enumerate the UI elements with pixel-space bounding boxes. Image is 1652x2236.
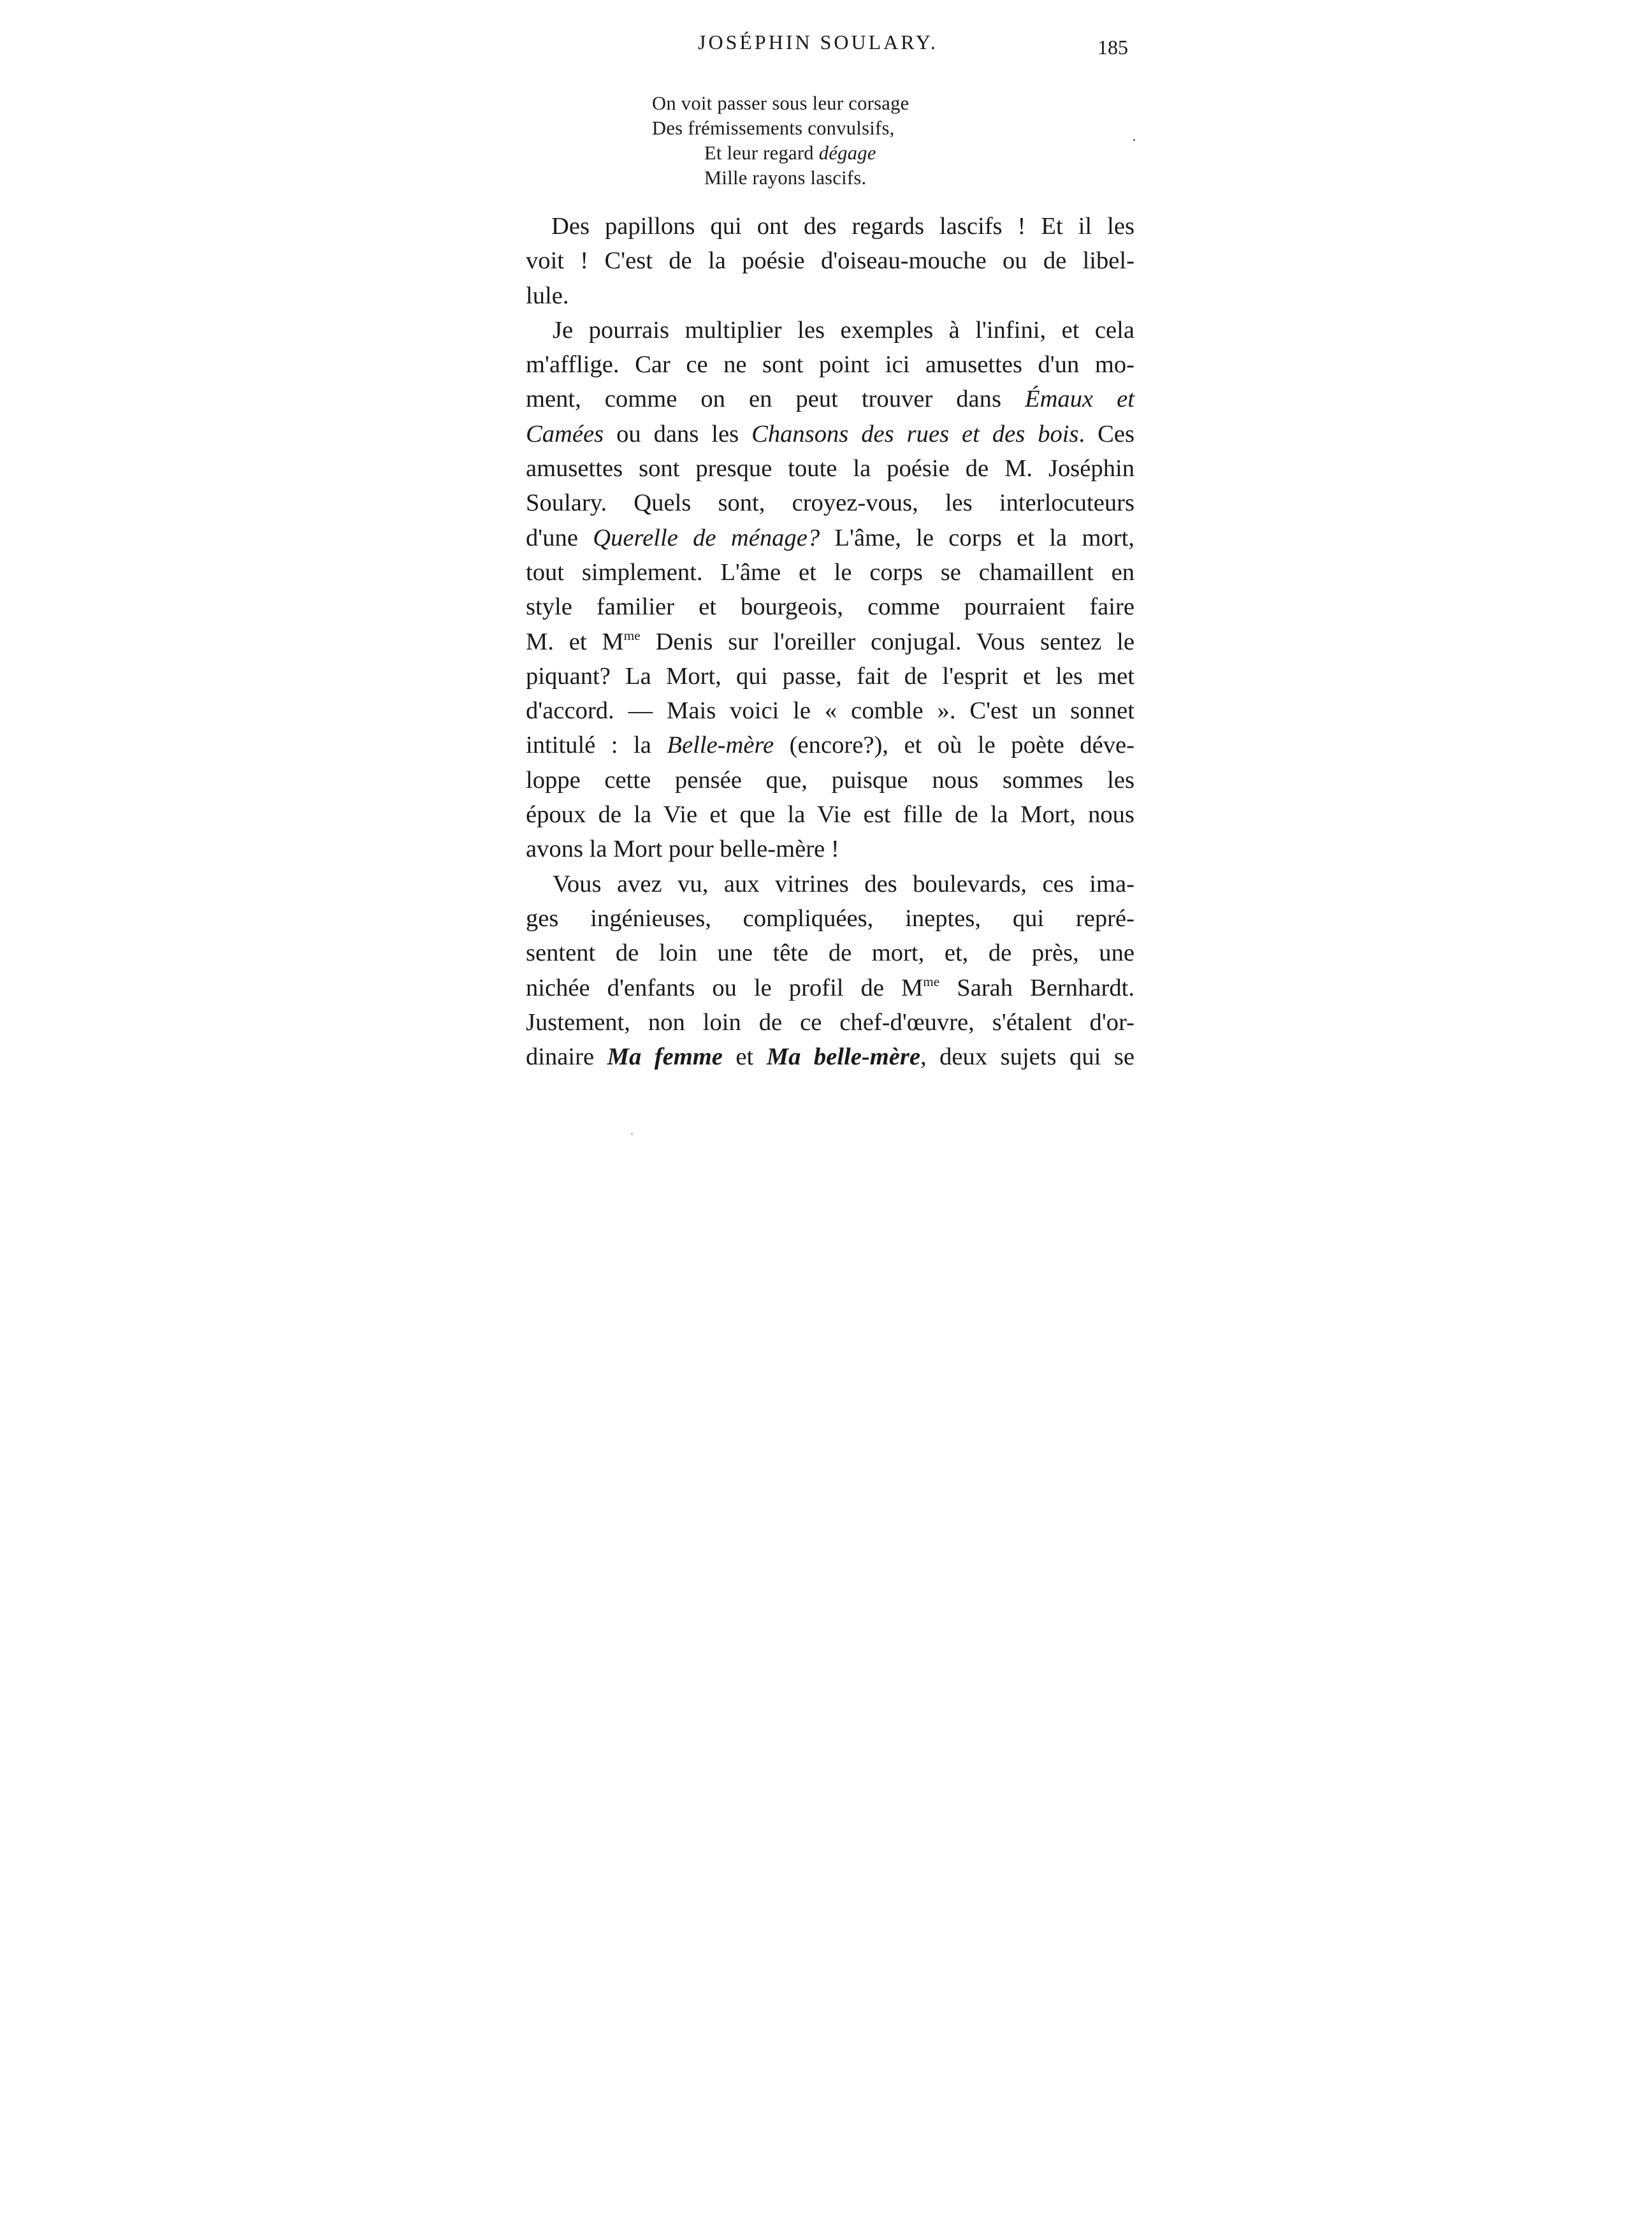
text-line [526,1040,1134,1074]
text-line: lule. [526,282,569,309]
text-line [526,971,1134,1005]
text-run: L'âme, le corps et la mort, [820,524,1135,551]
text-run: ment, comme on en peut trouver dans [526,386,1025,413]
text-line: Je pourrais multiplier les exemples à l'infini, et cela [553,316,1134,344]
text-run: dinaire [526,1043,607,1071]
poem-title: Querelle de ménage? [593,524,820,551]
book-title: Chansons des rues et des bois [751,420,1079,447]
text-line [526,417,1134,451]
verse-line [652,141,909,166]
text-line: amusettes sont presque toute la poésie de M. Joséphin [526,455,1134,483]
text-line: Des papillons qui ont des regards lascifs ! Et il les [551,213,1134,240]
print-speck [1133,139,1135,141]
text-line: Justement, non loin de ce chef-d'œuvre, s'étalent d'or- [526,1008,1134,1036]
running-title: JOSÉPHIN SOULARY. [698,31,938,54]
text-line [526,521,1134,555]
text-line: m'afflige. Car ce ne sont point ici amusettes d'un mo- [526,351,1134,379]
paragraph-3 [526,867,1134,1075]
image-title: Ma femme [607,1043,723,1071]
text-line: tout simplement. L'âme et le corps se chamaillent en [526,558,1134,586]
text-run: ou dans les [604,420,752,447]
verse-line: Mille rayons lascifs. [704,167,867,189]
book-title: Camées [526,420,604,447]
text-run: intitulé : la [526,732,667,759]
text-run: , deux sujets qui se [920,1043,1134,1071]
paragraph-1 [526,209,1134,313]
text-line: époux de la Vie et que la Vie est fille de la Mort, nous [526,801,1134,829]
text-line [526,728,1134,762]
text-line: Vous avez vu, aux vitrines des boulevards, ces ima- [553,870,1134,897]
text-run: . Ces [1078,420,1134,447]
image-title: Ma belle-mère [766,1043,920,1071]
text-line: ges ingénieuses, compliquées, ineptes, qui repré- [526,904,1134,932]
verse-line-text [704,142,876,164]
text-line: Soulary. Quels sont, croyez-vous, les interlocuteurs [526,490,1134,517]
text-line: piquant? La Mort, qui passe, fait de l'esprit et les met [526,662,1134,690]
text-line [526,382,1134,416]
text-line: loppe cette pensée que, puisque nous sommes les [526,766,1134,794]
superscript: me [923,973,940,989]
text-run: Denis sur l'oreiller conjugal. Vous sentez le [640,628,1134,655]
text-run: nichée d'enfants ou le profil de M [526,974,924,1001]
verse-line: On voit passer sous leur corsage [652,92,909,114]
text-line: d'accord. — Mais voici le « comble ». C'est un sonnet [526,697,1134,725]
superscript: me [623,627,641,643]
poem-title: Belle-mère [667,732,774,759]
text-line [526,625,1134,659]
verse-text-run: Et leur regard [704,142,819,164]
text-line: sentent de loin une tête de mort, et, de près, une [526,940,1134,967]
text-line: voit ! C'est de la poésie d'oiseau-mouche ou de libel- [526,247,1134,275]
page-number: 185 [1098,36,1128,59]
text-run: M. et M [526,628,624,655]
paragraph-2 [526,313,1134,867]
text-run: d'une [526,524,593,551]
book-title: Émaux et [1025,386,1134,413]
text-line: avons la Mort pour belle-mère ! [526,836,839,863]
body-text [526,209,1134,1074]
text-run: Sarah Bernhardt. [939,974,1134,1001]
text-run: et [722,1043,767,1071]
verse-emphasis: dégage [818,142,876,164]
text-line: style familier et bourgeois, comme pourraient faire [526,593,1134,621]
verse-quote [652,91,909,191]
print-speck [631,1133,633,1135]
verse-line: Des frémissements convulsifs, [652,117,895,139]
text-run: (encore?), et où le poète déve- [774,732,1134,759]
